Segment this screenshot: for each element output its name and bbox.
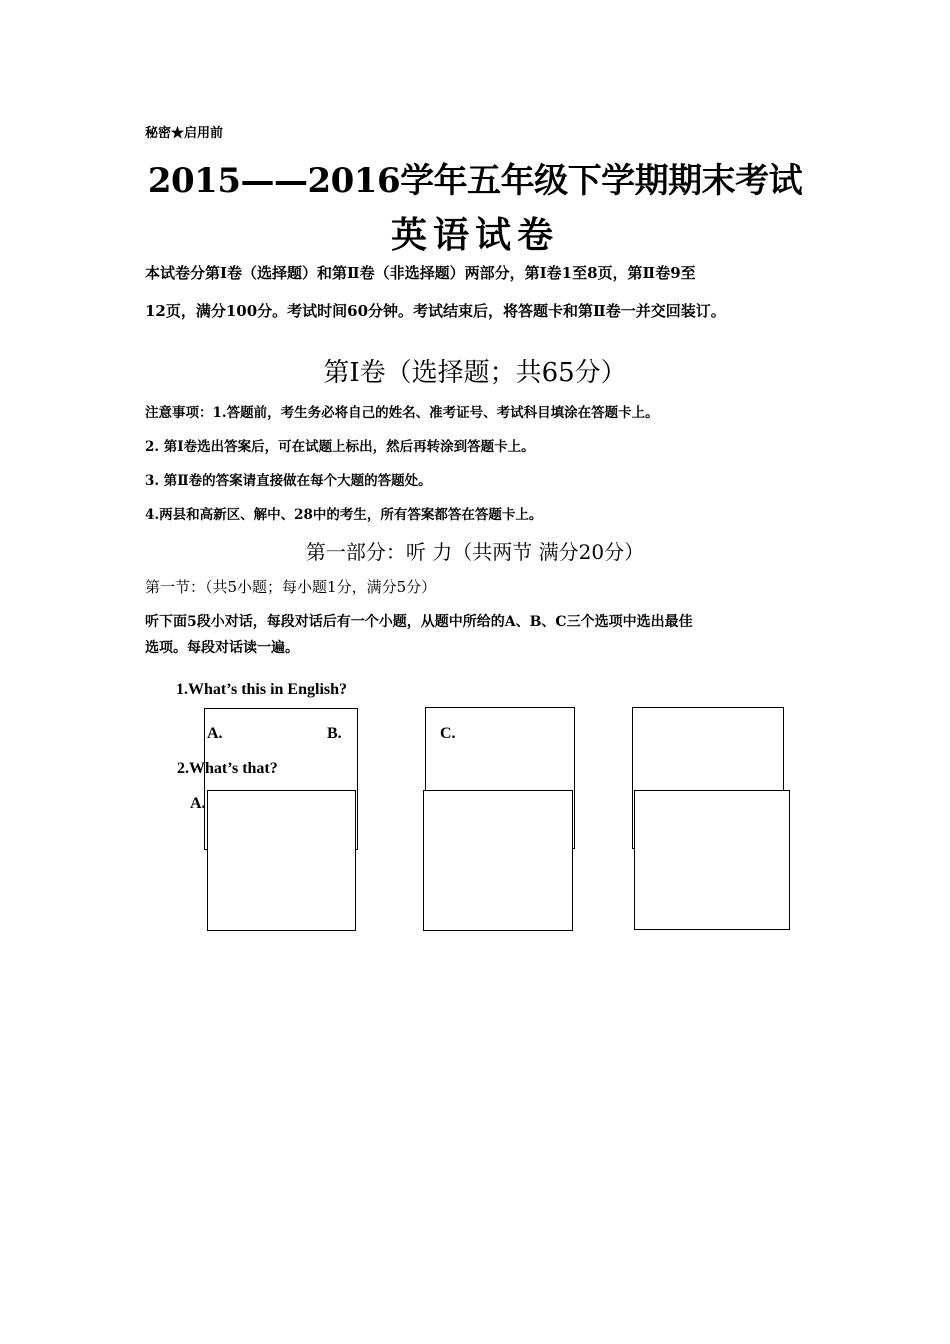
- listening-section-title: 第一部分：听 力（共两节 满分20分）: [305, 540, 645, 564]
- note-line: 2. 第Ⅰ卷选出答案后，可在试题上标出，然后再转涂到答题卡上。: [145, 439, 535, 455]
- intro-line-1: 本试卷分第Ⅰ卷（选择题）和第Ⅱ卷（非选择题）两部分，第Ⅰ卷1至8页，第Ⅱ卷9至: [145, 264, 696, 282]
- note-line: 注意事项：1.答题前，考生务必将自己的姓名、准考证号、考试科目填涂在答题卡上。: [145, 405, 659, 421]
- option-a: A.: [190, 795, 206, 812]
- picture-box-q2-a: [207, 790, 356, 931]
- question-1: 1.What’s this in English?: [176, 681, 348, 698]
- instruction-line-2: 选项。每段对话读一遍。: [145, 640, 299, 656]
- exam-title: 2015——2016学年五年级下学期期末考试: [147, 161, 803, 201]
- exam-subject-title: 英语试卷: [390, 214, 559, 256]
- option-b: B.: [327, 725, 342, 742]
- picture-box-q2-b: [423, 790, 573, 931]
- intro-line-2: 12页，满分100分。考试时间60分钟。考试结束后，将答题卡和第Ⅱ卷一并交回装订。: [145, 302, 726, 320]
- listening-subsection: 第一节：（共5小题；每小题1分，满分5分）: [145, 578, 437, 596]
- question-2: 2.What’s that?: [177, 760, 278, 777]
- note-line: 4.两县和高新区、解中、28中的考生，所有答案都答在答题卡上。: [145, 507, 543, 523]
- instruction-line-1: 听下面5段小对话，每段对话后有一个小题，从题中所给的A、B、C三个选项中选出最佳: [145, 614, 693, 630]
- part-1-title: 第I卷（选择题；共65分）: [323, 358, 627, 388]
- option-c: C.: [440, 725, 456, 742]
- secret-label: 秘密★启用前: [145, 126, 224, 141]
- picture-box-q2-c: [634, 790, 790, 930]
- note-line: 3. 第Ⅱ卷的答案请直接做在每个大题的答题处。: [145, 473, 432, 489]
- option-a: A.: [207, 725, 223, 742]
